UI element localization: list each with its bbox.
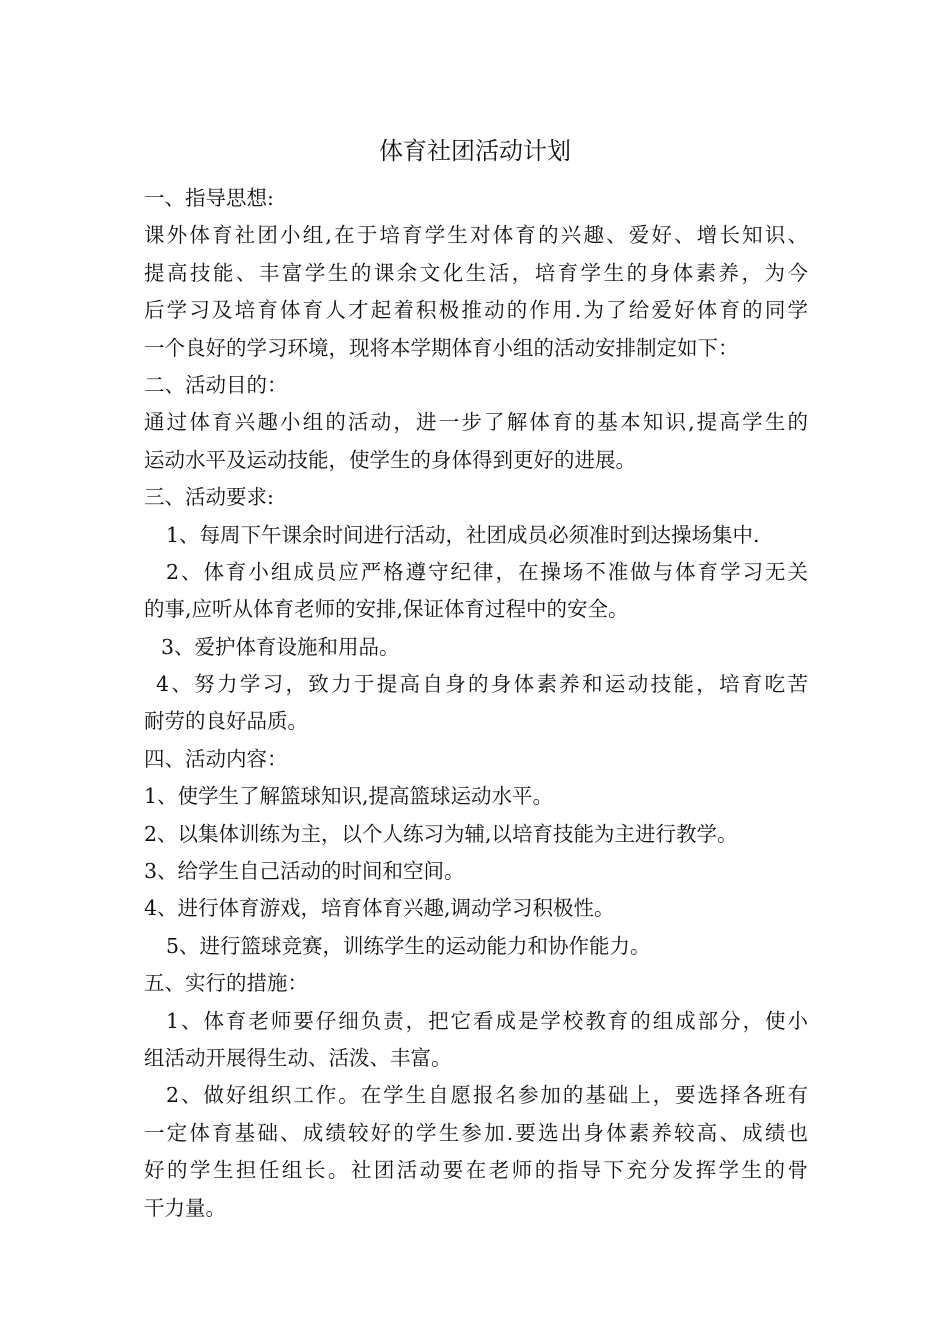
list-item: 4、努力学习，致力于提高自身的身体素养和运动技能，培育吃苦 [156,672,808,697]
list-item: 5、进行篮球竞赛，训练学生的运动能力和协作能力。 [166,933,651,958]
section-heading-activity-content: 四、活动内容： [144,746,288,771]
paragraph-line: 提高技能、丰富学生的课余文化生活，培育学生的身体素养，为今 [144,260,808,285]
paragraph-line: 课外体育社团小组,在于培育学生对体育的兴趣、爱好、增长知识、 [144,223,808,248]
paragraph-line: 一定体育基础、成绩较好的学生参加.要选出身体素养较高、成绩也 [144,1120,808,1145]
paragraph-line: 一个良好的学习环境，现将本学期体育小组的活动安排制定如下： [144,335,739,360]
list-item: 3、给学生自己活动的时间和空间。 [144,859,465,884]
document-body [144,180,808,1227]
section-heading-guiding-thought: 一、指导思想: [144,186,274,210]
paragraph-line: 后学习及培育体育人才起着积极推动的作用.为了给爱好体育的同学 [144,298,808,323]
list-item: 2、以集体训练为主，以个人练习为辅,以培育技能为主进行教学。 [144,821,738,846]
list-item: 2、做好组织工作。在学生自愿报名参加的基础上，要选择各班有 [166,1083,808,1108]
list-item: 3、爱护体育设施和用品。 [161,634,400,659]
list-item: 4、进行体育游戏，培育体育兴趣,调动学习积极性。 [144,896,615,921]
paragraph-line: 组活动开展得生动、活泼、丰富。 [144,1045,452,1070]
list-item: 1、每周下午课余时间进行活动，社团成员必须准时到达操场集中. [166,522,760,547]
paragraph-line: 干力量。 [144,1195,226,1220]
document-title: 体育社团活动计划 [379,137,571,165]
paragraph-line: 好的学生担任组长。社团活动要在老师的指导下充分发挥学生的骨 [144,1158,808,1183]
paragraph-line: 通过体育兴趣小组的活动，进一步了解体育的基本知识,提高学生的 [144,410,808,435]
section-heading-activity-requirements: 三、活动要求: [144,485,274,510]
paragraph-line: 耐劳的良好品质。 [144,709,308,734]
list-item: 1、使学生了解篮球知识,提高篮球运动水平。 [144,784,554,809]
section-heading-activity-purpose: 二、活动目的： [144,372,288,397]
list-item: 1、体育老师要仔细负责，把它看成是学校教育的组成部分，使小 [166,1008,808,1033]
paragraph-line: 的事,应听从体育老师的安排,保证体育过程中的安全。 [144,597,629,622]
paragraph-line: 运动水平及运动技能，使学生的身体得到更好的进展。 [144,447,636,472]
section-heading-measures: 五、实行的措施： [144,971,308,996]
list-item: 2、体育小组成员应严格遵守纪律，在操场不准做与体育学习无关 [166,559,808,584]
